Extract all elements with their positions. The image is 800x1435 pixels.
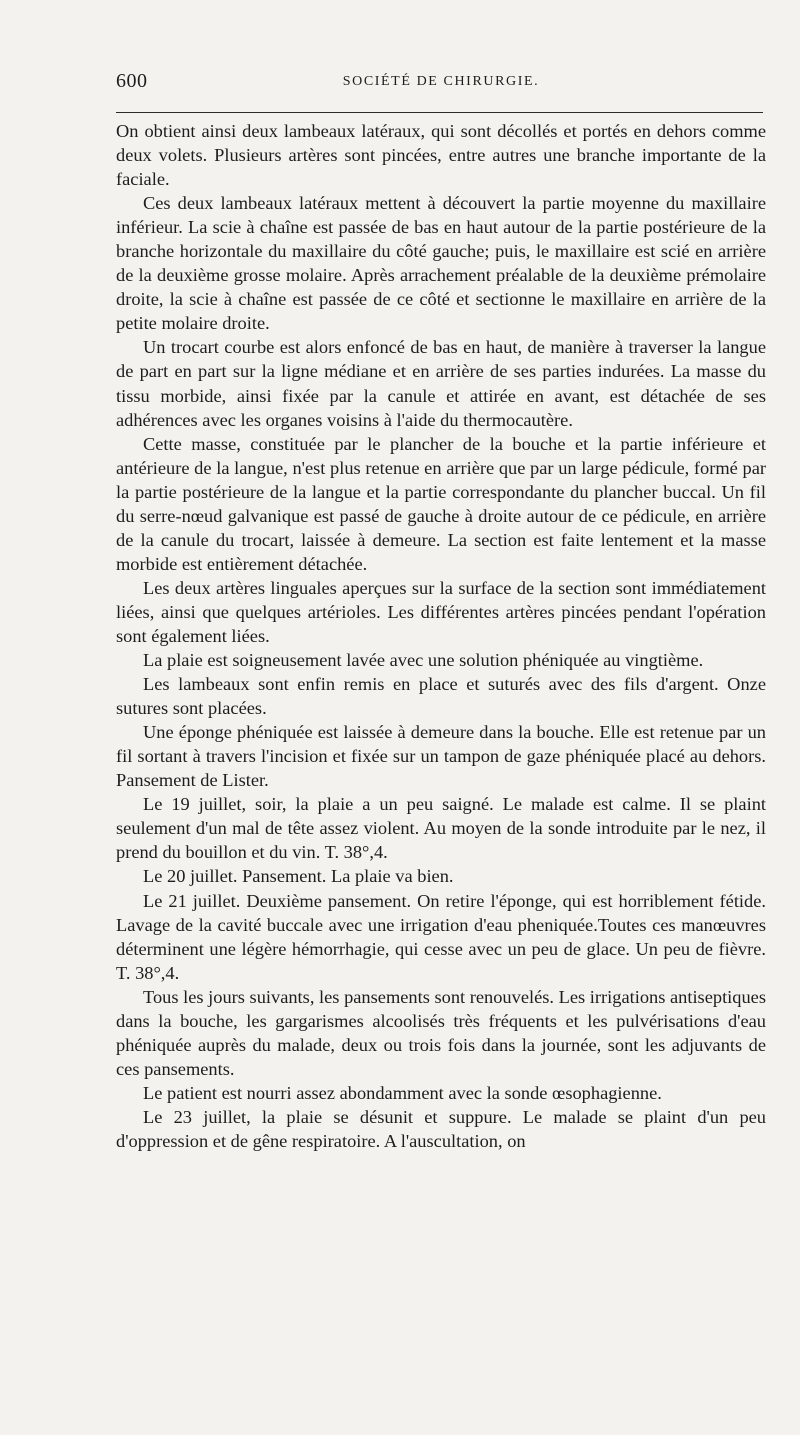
running-title: SOCIÉTÉ DE CHIRURGIE.	[342, 74, 540, 89]
paragraph: Le patient est nourri assez abondamment avec la sonde œsophagienne.	[143, 1082, 662, 1103]
paragraph: Le 19 juillet, soir, la plaie a un peu saigné. Le malade est calme. Il se plaint seulement d'un mal de tête assez violent. Au moyen de la sonde introduite par le nez, il prend du bouillon et du vin. T. 38°,4.	[116, 794, 766, 863]
paragraph: La plaie est soigneusement lavée avec une solution phéniquée au vingtième.	[143, 650, 704, 671]
paragraph: Le 21 juillet. Deuxième pansement. On retire l'éponge, qui est horriblement fétide. Lavage de la cavité buccale avec une irrigation d'eau pheniquée.Toutes ces manœuvres déterminent une légère hémorrhagie, qui cesse avec un peu de glace. Un peu de fièvre. T. 38°,4.	[116, 890, 766, 983]
paragraph: On obtient ainsi deux lambeaux latéraux, qui sont décollés et portés en dehors comme deux volets. Plusieurs artères sont pincées, entre autres une branche importante de la faciale.	[116, 121, 766, 190]
header-rule	[116, 112, 763, 113]
paragraph: Un trocart courbe est alors enfoncé de bas en haut, de manière à traverser la langue de part en part sur la ligne médiane et en arrière de ses parties indurées. La masse du tissu morbide, ainsi fixée par la canule et attirée en avant, est détachée de ses adhérences avec les organes voisins à l'aide du thermocautère.	[116, 337, 766, 430]
paragraph: Les deux artères linguales aperçues sur la surface de la section sont immédiatement liées, ainsi que quelques artérioles. Les différentes artères pincées pendant l'opération sont également liées.	[116, 577, 766, 646]
paragraph: Ces deux lambeaux latéraux mettent à découvert la partie moyenne du maxillaire inférieur. La scie à chaîne est passée de bas en haut autour de la partie postérieure de la branche horizontale du maxillaire du côté gauche; puis, le maxillaire est scié en arrière de la deuxième grosse molaire. Après arrachement préalable de la deuxième prémolaire droite, la scie à chaîne est passée de ce côté et sectionne le maxillaire en arrière de la petite molaire droite.	[116, 193, 766, 334]
paragraph: Une éponge phéniquée est laissée à demeure dans la bouche. Elle est retenue par un fil sortant à travers l'incision et fixée sur un tampon de gaze phéniquée placé au dehors. Pansement de Lister.	[116, 722, 766, 791]
paragraph: Tous les jours suivants, les pansements sont renouvelés. Les irrigations antiseptiques dans la bouche, les gargarismes alcoolisés très fréquents et les pulvérisations d'eau phéniquée auprès du malade, deux ou trois fois dans la journée, sont les adjuvants de ces pansements.	[116, 986, 766, 1079]
page-header	[116, 70, 766, 100]
paragraph: Les lambeaux sont enfin remis en place et suturés avec des fils d'argent. Onze sutures sont placées.	[116, 674, 766, 719]
page-number: 600	[116, 70, 148, 92]
paragraph: Cette masse, constituée par le plancher de la bouche et la partie inférieure et antérieure de la langue, n'est plus retenue en arrière que par un large pédicule, formé par la partie postérieure de la langue et la partie correspondante du plancher buccal. Un fil du serre-nœud galvanique est passé de gauche à droite autour de ce pédicule, en arrière de la canule du trocart, laissée à demeure. La section est faite lentement et la masse morbide est entièrement détachée.	[116, 433, 766, 574]
body-text	[116, 119, 766, 1153]
paragraph: Le 23 juillet, la plaie se désunit et suppure. Le malade se plaint d'un peu d'oppression et de gêne respiratoire. A l'auscultation, on	[116, 1106, 766, 1151]
paragraph: Le 20 juillet. Pansement. La plaie va bien.	[143, 866, 454, 887]
